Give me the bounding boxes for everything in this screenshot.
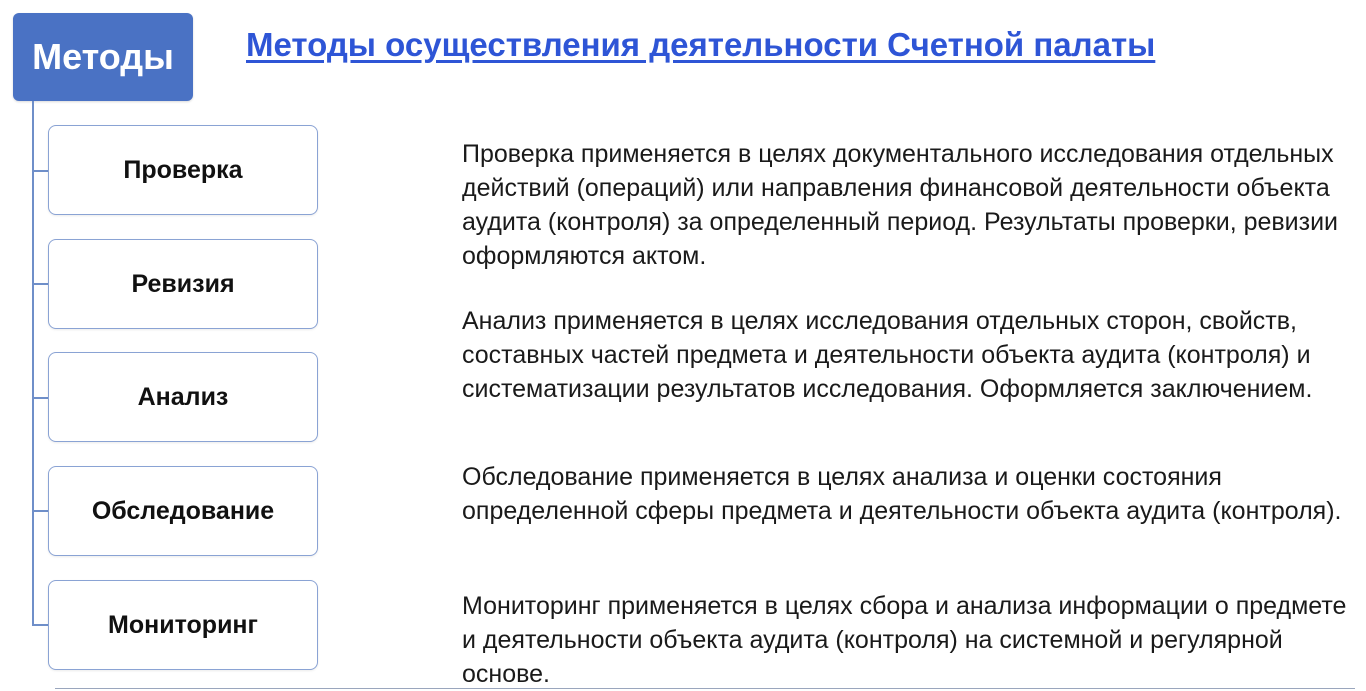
root-node-methods: Методы [13,13,193,101]
bottom-divider [55,688,1355,689]
slide-title: Методы осуществления деятельности Счетной палаты [246,26,1156,63]
method-box-obsledovanie: Обследование [48,466,318,556]
description-analiz: Анализ применяется в целях исследования отдельных сторон, свойств, составных частей предмета и деятельности объекта аудита (контроля) и систематизации результатов исследования. Оформляется заключением. [462,307,1313,403]
tree-connector-5 [32,624,49,626]
method-box-reviziya: Ревизия [48,239,318,329]
tree-connector-2 [32,283,49,285]
method-box-analiz: Анализ [48,352,318,442]
description-obsledovanie: Обследование применяется в целях анализа и оценки состояния определенной сферы предмета и деятельности объекта аудита (контроля). [462,463,1342,525]
tree-connector-4 [32,510,49,512]
method-box-proverka: Проверка [48,125,318,215]
description-proverka: Проверка применяется в целях документального исследования отдельных действий (операций) или направления финансовой деятельности объекта аудита (контроля) за определенный период. Результаты проверки, ревизии оформляются актом. [462,140,1339,270]
tree-connector-vertical [32,101,34,625]
method-box-monitoring: Мониторинг [48,580,318,670]
tree-connector-3 [32,397,49,399]
description-monitoring: Мониторинг применяется в целях сбора и анализа информации о предмете и деятельности объекта аудита (контроля) на системной и регулярной основе. [462,592,1347,688]
tree-connector-1 [32,170,49,172]
